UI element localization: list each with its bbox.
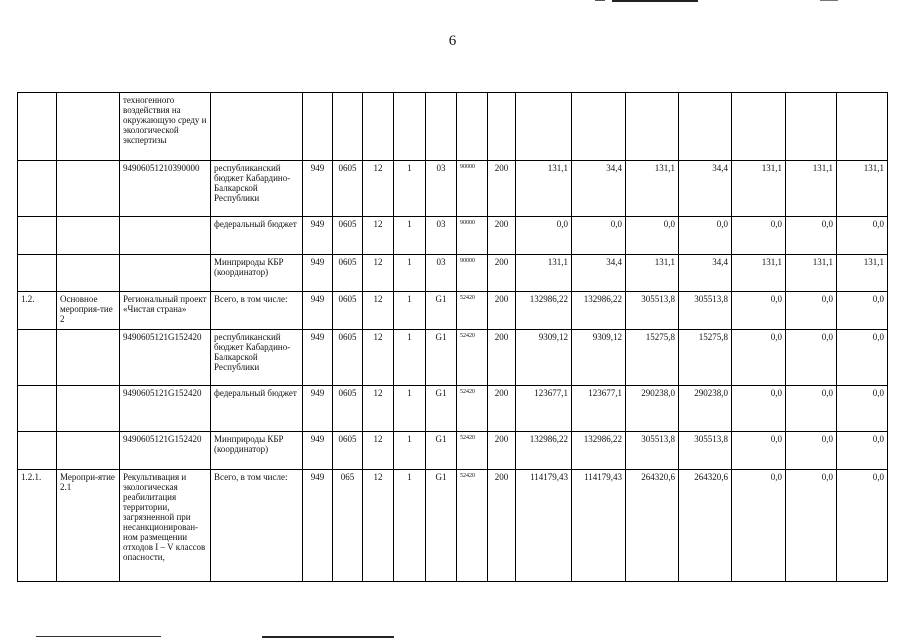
row-number-cell xyxy=(18,161,57,217)
top-mark xyxy=(820,0,838,1)
kbk-cell: 52420 xyxy=(457,330,488,386)
amount-cell: 15275,8 xyxy=(679,330,732,386)
kbk-cell: G1 xyxy=(426,470,457,582)
amount-cell xyxy=(626,93,679,161)
amount-cell: 0,0 xyxy=(732,330,786,386)
funding-source-cell: республиканский бюджет Кабардино-Балкарской Республики xyxy=(211,330,303,386)
kbk-cell: 90000 xyxy=(457,255,488,292)
amount-cell: 0,0 xyxy=(732,470,786,582)
amount-cell: 0,0 xyxy=(786,432,837,470)
table-row xyxy=(18,432,888,470)
amount-cell: 34,4 xyxy=(679,161,732,217)
row-number-cell: 1.2. xyxy=(18,292,57,330)
kbk-cell: 949 xyxy=(303,386,333,432)
kbk-cell: 90000 xyxy=(457,161,488,217)
amount-cell: 0,0 xyxy=(626,217,679,255)
amount-cell: 290238,0 xyxy=(679,386,732,432)
kbk-cell: 1 xyxy=(394,470,426,582)
page-number: 6 xyxy=(448,33,457,49)
amount-cell xyxy=(732,93,786,161)
amount-cell: 0,0 xyxy=(732,292,786,330)
kbk-cell: 03 xyxy=(426,161,457,217)
kbk-cell: 1 xyxy=(394,255,426,292)
kbk-cell: 200 xyxy=(488,432,516,470)
kbk-cell: 03 xyxy=(426,255,457,292)
kbk-cell: 1 xyxy=(394,217,426,255)
amount-cell: 0,0 xyxy=(786,292,837,330)
row-number-cell xyxy=(18,432,57,470)
row-number-cell xyxy=(18,93,57,161)
measure-name-cell xyxy=(57,330,120,386)
amount-cell: 264320,6 xyxy=(679,470,732,582)
measure-name-cell xyxy=(57,217,120,255)
kbk-cell: 0605 xyxy=(333,217,363,255)
kbk-cell: 065 xyxy=(333,470,363,582)
amount-cell: 305513,8 xyxy=(626,432,679,470)
amount-cell: 0,0 xyxy=(732,217,786,255)
code-cell: Рекультивация и экологическая реабилитация территории, загрязненной при несанкционирован-ном размещении отходов I – V классов опасности, xyxy=(120,470,211,582)
code-cell: Региональный проект «Чистая страна» xyxy=(120,292,211,330)
funding-source-cell: Всего, в том числе: xyxy=(211,292,303,330)
kbk-cell: 949 xyxy=(303,217,333,255)
kbk-cell: 0605 xyxy=(333,386,363,432)
kbk-cell: 1 xyxy=(394,161,426,217)
amount-cell: 9309,12 xyxy=(516,330,572,386)
kbk-cell: 90000 xyxy=(457,217,488,255)
kbk-cell: 52420 xyxy=(457,386,488,432)
code-cell: техногенного воздействия на окружающую среду и экологической экспертизы xyxy=(120,93,211,161)
amount-cell: 132986,22 xyxy=(516,292,572,330)
amount-cell: 305513,8 xyxy=(679,432,732,470)
amount-cell: 131,1 xyxy=(626,161,679,217)
amount-cell: 0,0 xyxy=(837,217,888,255)
amount-cell: 264320,6 xyxy=(626,470,679,582)
measure-name-cell xyxy=(57,386,120,432)
kbk-cell: 52420 xyxy=(457,432,488,470)
kbk-cell: 1 xyxy=(394,292,426,330)
kbk-cell: 0605 xyxy=(333,292,363,330)
measure-name-cell xyxy=(57,432,120,470)
amount-cell: 114179,43 xyxy=(516,470,572,582)
code-cell xyxy=(120,217,211,255)
measure-name-cell xyxy=(57,93,120,161)
amount-cell xyxy=(679,93,732,161)
amount-cell: 131,1 xyxy=(732,255,786,292)
kbk-cell: G1 xyxy=(426,386,457,432)
table-row xyxy=(18,93,888,161)
kbk-cell: 0605 xyxy=(333,161,363,217)
code-cell: 9490605121G152420 xyxy=(120,330,211,386)
amount-cell: 0,0 xyxy=(786,470,837,582)
amount-cell: 0,0 xyxy=(732,432,786,470)
kbk-cell: 12 xyxy=(363,217,394,255)
amount-cell: 290238,0 xyxy=(626,386,679,432)
kbk-cell: 0605 xyxy=(333,330,363,386)
code-cell xyxy=(120,255,211,292)
kbk-cell: 200 xyxy=(488,161,516,217)
amount-cell: 0,0 xyxy=(679,217,732,255)
kbk-cell: 0605 xyxy=(333,432,363,470)
row-number-cell xyxy=(18,217,57,255)
kbk-cell: 52420 xyxy=(457,470,488,582)
kbk-cell xyxy=(457,93,488,161)
kbk-cell: 200 xyxy=(488,470,516,582)
funding-source-cell: Минприроды КБР (координатор) xyxy=(211,255,303,292)
kbk-cell: 1 xyxy=(394,432,426,470)
code-cell: 94906051210390000 xyxy=(120,161,211,217)
top-line xyxy=(612,0,698,2)
funding-source-cell: Минприроды КБР (координатор) xyxy=(211,432,303,470)
measure-name-cell: Основное мероприя-тие 2 xyxy=(57,292,120,330)
table-row xyxy=(18,161,888,217)
kbk-cell xyxy=(394,93,426,161)
kbk-cell xyxy=(426,93,457,161)
kbk-cell: 949 xyxy=(303,470,333,582)
funding-source-cell xyxy=(211,93,303,161)
amount-cell xyxy=(516,93,572,161)
funding-source-cell: федеральный бюджет xyxy=(211,386,303,432)
amount-cell: 34,4 xyxy=(572,161,626,217)
kbk-cell: 12 xyxy=(363,330,394,386)
amount-cell: 123677,1 xyxy=(572,386,626,432)
amount-cell xyxy=(837,93,888,161)
amount-cell xyxy=(572,93,626,161)
kbk-cell xyxy=(488,93,516,161)
amount-cell: 15275,8 xyxy=(626,330,679,386)
kbk-cell: 12 xyxy=(363,386,394,432)
amount-cell: 131,1 xyxy=(786,255,837,292)
amount-cell: 131,1 xyxy=(837,161,888,217)
row-number-cell: 1.2.1. xyxy=(18,470,57,582)
amount-cell: 132986,22 xyxy=(572,432,626,470)
amount-cell: 9309,12 xyxy=(572,330,626,386)
amount-cell: 0,0 xyxy=(732,386,786,432)
row-number-cell xyxy=(18,386,57,432)
kbk-cell: 200 xyxy=(488,292,516,330)
kbk-cell: 03 xyxy=(426,217,457,255)
kbk-cell: 200 xyxy=(488,217,516,255)
table-row xyxy=(18,255,888,292)
kbk-cell: 200 xyxy=(488,330,516,386)
row-number-cell xyxy=(18,255,57,292)
amount-cell: 123677,1 xyxy=(516,386,572,432)
amount-cell: 131,1 xyxy=(837,255,888,292)
funding-source-cell: республиканский бюджет Кабардино-Балкарской Республики xyxy=(211,161,303,217)
amount-cell: 0,0 xyxy=(837,432,888,470)
budget-table xyxy=(17,92,888,582)
amount-cell: 131,1 xyxy=(516,255,572,292)
amount-cell: 114179,43 xyxy=(572,470,626,582)
code-cell: 9490605121G152420 xyxy=(120,386,211,432)
measure-name-cell: Меропри-ятие 2.1 xyxy=(57,470,120,582)
kbk-cell xyxy=(303,93,333,161)
amount-cell: 0,0 xyxy=(786,330,837,386)
kbk-cell: 949 xyxy=(303,255,333,292)
kbk-cell: 949 xyxy=(303,330,333,386)
measure-name-cell xyxy=(57,255,120,292)
row-number-cell xyxy=(18,330,57,386)
kbk-cell: 12 xyxy=(363,470,394,582)
kbk-cell: 949 xyxy=(303,161,333,217)
amount-cell: 131,1 xyxy=(732,161,786,217)
kbk-cell xyxy=(333,93,363,161)
table-row xyxy=(18,330,888,386)
amount-cell: 132986,22 xyxy=(572,292,626,330)
kbk-cell: 200 xyxy=(488,255,516,292)
kbk-cell: 52420 xyxy=(457,292,488,330)
bottom-line xyxy=(262,636,394,638)
kbk-cell: 0605 xyxy=(333,255,363,292)
kbk-cell: 12 xyxy=(363,255,394,292)
code-cell: 9490605121G152420 xyxy=(120,432,211,470)
kbk-cell: 949 xyxy=(303,292,333,330)
amount-cell: 0,0 xyxy=(516,217,572,255)
funding-source-cell: федеральный бюджет xyxy=(211,217,303,255)
kbk-cell xyxy=(363,93,394,161)
amount-cell: 0,0 xyxy=(572,217,626,255)
amount-cell: 0,0 xyxy=(786,386,837,432)
amount-cell: 132986,22 xyxy=(516,432,572,470)
amount-cell: 131,1 xyxy=(516,161,572,217)
kbk-cell: 12 xyxy=(363,161,394,217)
kbk-cell: 12 xyxy=(363,292,394,330)
amount-cell: 0,0 xyxy=(837,292,888,330)
table-row xyxy=(18,386,888,432)
kbk-cell: G1 xyxy=(426,432,457,470)
amount-cell: 305513,8 xyxy=(626,292,679,330)
kbk-cell: 200 xyxy=(488,386,516,432)
amount-cell: 0,0 xyxy=(837,386,888,432)
kbk-cell: 1 xyxy=(394,330,426,386)
top-mark xyxy=(595,0,605,1)
amount-cell: 131,1 xyxy=(786,161,837,217)
amount-cell: 0,0 xyxy=(837,330,888,386)
kbk-cell: 949 xyxy=(303,432,333,470)
kbk-cell: 12 xyxy=(363,432,394,470)
table-row xyxy=(18,217,888,255)
bottom-line xyxy=(36,636,161,637)
kbk-cell: G1 xyxy=(426,330,457,386)
kbk-cell: 1 xyxy=(394,386,426,432)
amount-cell: 0,0 xyxy=(837,470,888,582)
measure-name-cell xyxy=(57,161,120,217)
amount-cell: 0,0 xyxy=(786,217,837,255)
amount-cell: 34,4 xyxy=(572,255,626,292)
kbk-cell: G1 xyxy=(426,292,457,330)
table-row xyxy=(18,292,888,330)
amount-cell: 34,4 xyxy=(679,255,732,292)
amount-cell: 131,1 xyxy=(626,255,679,292)
amount-cell: 305513,8 xyxy=(679,292,732,330)
amount-cell xyxy=(786,93,837,161)
funding-source-cell: Всего, в том числе: xyxy=(211,470,303,582)
table-row xyxy=(18,470,888,582)
